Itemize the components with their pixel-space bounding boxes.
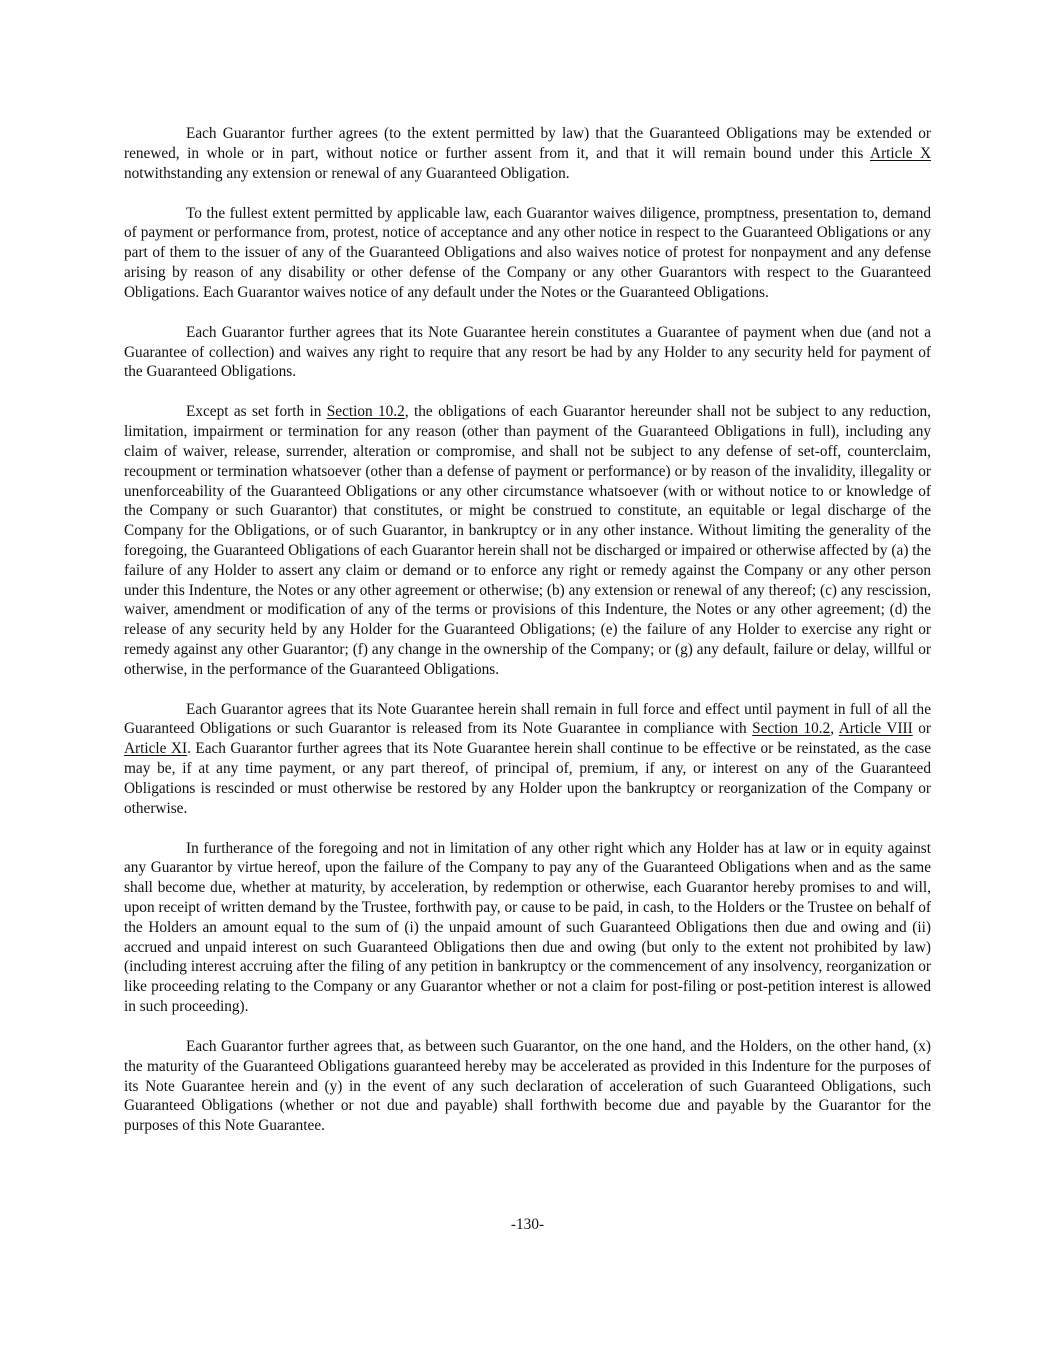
document-page <box>124 124 931 1156</box>
paragraph-text: notwithstanding any extension or renewal of any Guaranteed Obligation. <box>124 164 570 182</box>
paragraph-text: , <box>830 720 839 738</box>
paragraph-guarantee-of-payment <box>124 323 931 382</box>
article-xi-reference: Article XI <box>124 740 188 758</box>
paragraph-text: or <box>912 720 931 738</box>
article-x-reference: Article X <box>870 144 931 162</box>
paragraph-text: In furtherance of the foregoing and not in limitation of any other right which any Holder has at law or in equity against any Guarantor by virtue hereof, upon the failure of the Company to pay any of the Guaranteed Obligations when and as the same shall become due, whether at maturity, by acceleration, by redemption or otherwise, each Guarantor hereby promises to and will, upon receipt of written demand by the Trustee, forthwith pay, or cause to be paid, in cash, to the Holders or the Trustee on behalf of the Holders an amount equal to the sum of (i) the unpaid amount of such Guaranteed Obligations then due and owing and (ii) accrued and unpaid interest on such Guaranteed Obligations then due and owing (but only to the extent not prohibited by law) (including interest accruing after the filing of any petition in bankruptcy or the commencement of any insolvency, reorganization or like proceeding relating to the Company or any Guarantor whether or not a claim for post-filing or post-petition interest is allowed in such proceeding). <box>124 839 931 1016</box>
paragraph-text: . Each Guarantor further agrees that its Note Guarantee herein shall continue to be effective or be reinstated, as the case may be, if at any time payment, or any part thereof, of principal of, premium, if any, or interest on any of the Guaranteed Obligations is rescinded or must otherwise be restored by any Holder upon the bankruptcy or reorganization of the Company or otherwise. <box>124 740 931 817</box>
paragraph-furtherance-payment <box>124 839 931 1017</box>
section-10-2-reference: Section 10.2 <box>752 720 831 738</box>
paragraph-text: , the obligations of each Guarantor hereunder shall not be subject to any reduction, limitation, impairment or termination for any reason (other than payment of the Guaranteed Obligations in full), including any claim of waiver, release, surrender, alteration or compromise, and shall not be subject to any defense of set-off, counterclaim, recoupment or termination whatsoever (other than a defense of payment or performance) or by reason of the invalidity, illegality or unenforceability of the Guaranteed Obligations or any other circumstance whatsoever (with or without notice to or knowledge of the Company or such Guarantor) that constitutes, or might be construed to constitute, an equitable or legal discharge of the Company for the Obligations, or of such Guarantor, in bankruptcy or in any other instance. Without limiting the generality of the foregoing, the Guaranteed Obligations of each Guarantor herein shall not be discharged or impaired or otherwise affected by (a) the failure of any Holder to assert any claim or demand or to enforce any right or remedy against the Company or any other person under this Indenture, the Notes or any other agreement or otherwise; (b) any extension or renewal of any thereof; (c) any rescission, waiver, amendment or modification of any of the terms or provisions of this Indenture, the Notes or any other agreement; (d) the release of any security held by any Holder for the Guaranteed Obligations; (e) the failure of any Holder to exercise any right or remedy against any other Guarantor; (f) any change in the ownership of the Company; or (g) any default, failure or delay, willful or otherwise, in the performance of the Guaranteed Obligations. <box>124 403 931 678</box>
paragraph-waiver-of-diligence <box>124 204 931 303</box>
paragraph-text: Each Guarantor further agrees that its Note Guarantee herein constitutes a Guarantee of payment when due (and not a Guarantee of collection) and waives any right to require that any resort be had by any Holder to any security held for payment of the Guaranteed Obligations. <box>124 323 931 381</box>
page-number: -130- <box>510 1216 545 1233</box>
article-viii-reference: Article VIII <box>838 720 913 738</box>
paragraph-text: Each Guarantor further agrees that, as between such Guarantor, on the one hand, and the Holders, on the other hand, (x) the maturity of the Guaranteed Obligations guaranteed hereby may be accelerated as provided in this Indenture for the purposes of its Note Guarantee herein and (y) in the event of any such declaration of acceleration of such Guaranteed Obligations, such Guaranteed Obligations (whether or not due and payable) shall forthwith become due and payable by the Guarantor for the purposes of this Note Guarantee. <box>124 1038 931 1135</box>
paragraph-text: To the fullest extent permitted by applicable law, each Guarantor waives diligence, promptness, presentation to, demand of payment or performance from, protest, notice of acceptance and any other notice in respect to the Guaranteed Obligations or any part of them to the issuer of any of the Guaranteed Obligations and also waives notice of protest for nonpayment and any defense arising by reason of any disability or other defense of the Company or any other Guarantors with respect to the Guaranteed Obligations. Each Guarantor waives notice of any default under the Notes or the Guaranteed Obligations. <box>124 204 931 301</box>
paragraph-obligations-not-reduced <box>124 402 931 679</box>
paragraph-text: Each Guarantor agrees that its Note Guarantee herein shall remain in full force and effect until payment in full of all the Guaranteed Obligations or such Guarantor is released from its Note Guarantee in compliance with <box>124 700 931 738</box>
section-10-2-reference: Section 10.2 <box>326 403 405 421</box>
paragraph-full-force-and-effect <box>124 700 931 819</box>
paragraph-extension-renewal <box>124 124 931 183</box>
paragraph-acceleration <box>124 1037 931 1136</box>
paragraph-text: Each Guarantor further agrees (to the extent permitted by law) that the Guaranteed Obligations may be extended or renewed, in whole or in part, without notice or further assent from it, and that it will remain bound under this <box>124 125 931 162</box>
paragraph-text: Except as set forth in <box>186 403 327 421</box>
